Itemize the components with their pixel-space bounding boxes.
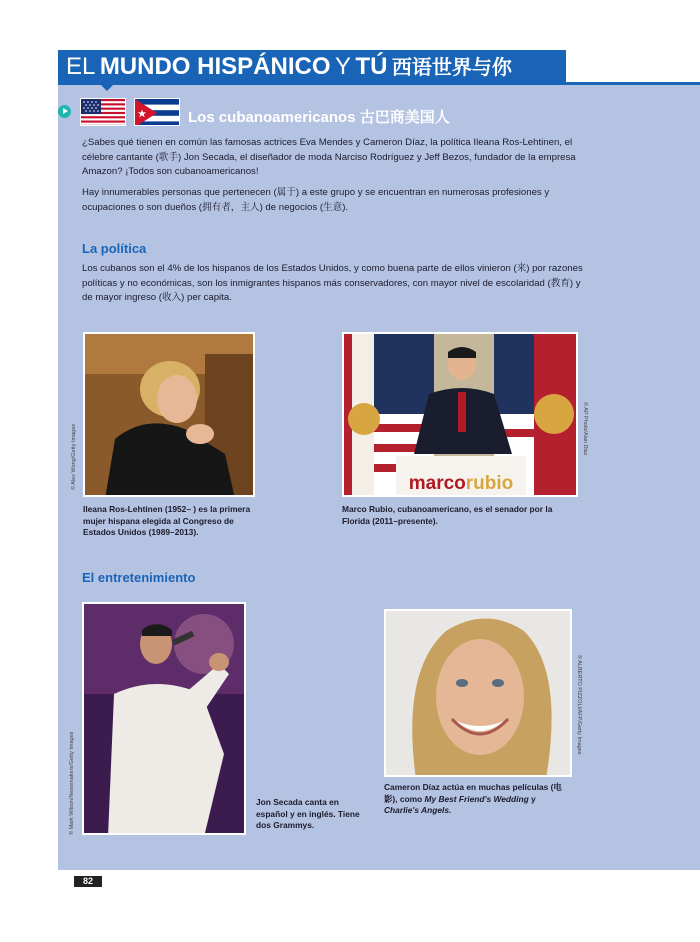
caption-diaz-title-2: Charlie's Angels. — [384, 805, 452, 815]
page-number: 82 — [74, 876, 102, 887]
credit-secada: © Mark Wilson/Newsmakers/Getty Images — [69, 731, 75, 835]
credit-rubio: © AP Photo/Alan Diaz — [582, 402, 588, 456]
play-icon[interactable] — [58, 105, 71, 118]
header-el: EL — [66, 53, 96, 80]
entretenimiento-heading: El entretenimiento — [82, 570, 196, 585]
header-notch — [100, 84, 114, 91]
svg-text:marcorubio — [409, 473, 514, 494]
header-chinese: 西语世界与你 — [391, 57, 512, 79]
caption-ileana: Ileana Ros-Lehtinen (1952– ) es la primera mujer hispana elegida al Congreso de Estados Unidos (1989–2013). — [83, 504, 251, 537]
caption-diaz-and: y — [528, 793, 536, 804]
caption-rubio: Marco Rubio, cubanoamericano, es el senador por la Florida (2011–presente). — [342, 504, 553, 526]
photo-rubio — [342, 332, 578, 497]
caption-diaz-a: Cameron Díaz actúa en muchas películas (电影), como — [384, 782, 562, 804]
credit-diaz: © ALBERTO PIZZOLI/AFP/Getty Images — [576, 655, 582, 755]
podium-rubio: rubio — [465, 473, 514, 494]
politica-heading: La política — [82, 241, 147, 256]
photo-ileana — [83, 332, 255, 497]
intro-paragraph-1: ¿Sabes qué tienen en común las famosas actrices Eva Mendes y Cameron Díaz, la política Ileana Ros-Lehtinen, el célebre cantante (歌手) Jon Secada, el diseñador de moda Narciso Rodríguez y Jeff Bezos, fundador de la empresa Amazon? ¡Todos son cubanoamericanos! — [82, 137, 576, 177]
podium-marco: marco — [408, 473, 466, 494]
header-y: Y — [334, 53, 351, 80]
header-mundo: MUNDO HISPÁNICO — [99, 53, 331, 80]
intro-paragraph-2: Hay innumerables personas que pertenecen (属于) a este grupo y se encuentran en numerosas profesiones y ocupaciones o son dueños (拥有者，主人) de negocios (生意). — [82, 187, 550, 213]
section-title: Los cubanoamericanos 古巴商美国人 — [188, 109, 450, 126]
page-header — [58, 50, 566, 84]
caption-diaz-title-1: My Best Friend's Wedding — [424, 793, 529, 804]
header-tu: TÚ — [355, 53, 388, 80]
us-flag-icon — [80, 98, 126, 126]
cuba-flag-icon — [134, 98, 180, 126]
photo-secada — [82, 602, 246, 835]
photo-diaz — [384, 609, 572, 777]
caption-diaz — [384, 782, 572, 817]
politica-paragraph: Los cubanos son el 4% de los hispanos de los Estados Unidos, y como buena parte de ellos vinieron (来) por razones políticas y no económicas, son los inmigrantes hispanos más conservadores, con mayor nivel de escolaridad (教育) y de mayor ingreso (收入) per capita. — [82, 263, 583, 303]
credit-ileana: © Alex Wong/Getty Images — [71, 423, 77, 490]
caption-secada: Jon Secada canta en español y en inglés. Tiene dos Grammys. — [256, 797, 360, 830]
